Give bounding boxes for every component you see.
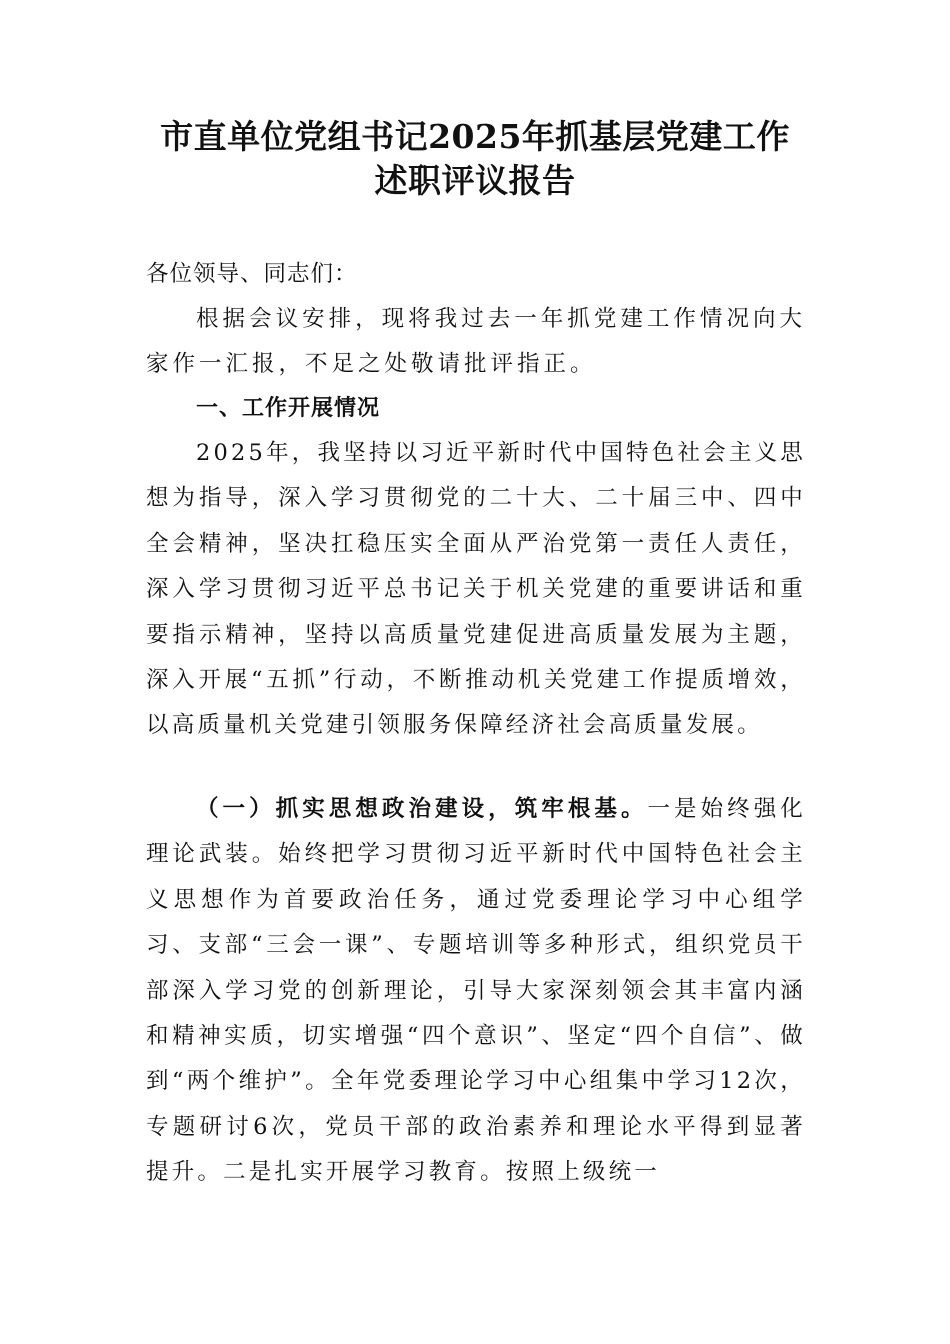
document-title-line-2: 述职评议报告 <box>374 161 576 200</box>
subsection1-text: 一是始终强化理论武装。始终把学习贯彻习近平新时代中国特色社会主义思想作为首要政治任务，通过党委理论学习中心组学习、支部“三会一课”、专题培训等多种形式，组织党员干部深入学习党的创新理论，引导大家深刻领会其丰富内涵和精神实质，切实增强“四个意识”、坚定“四个自信”、做到“两个维护”。全年党委理论学习中心组集中学习12次，专题研讨6次，党员干部的政治素养和理论水平得到显著提升。二是扎实开展学习教育。按照上级统一 <box>146 796 806 1186</box>
document-title-line-1: 市直单位党组书记2025年抓基层党建工作 <box>160 117 790 156</box>
intro-paragraph: 根据会议安排，现将我过去一年抓党建工作情况向大家作一汇报，不足之处敬请批评指正。 <box>146 306 806 378</box>
salutation: 各位领导、同志们： <box>146 261 358 287</box>
section-heading-work-progress: 一、工作开展情况 <box>196 396 381 421</box>
subsection1-paragraph <box>146 787 806 1196</box>
subsection1-lead: （一）抓实思想政治建设，筑牢根基。 <box>196 796 648 822</box>
section1-paragraph: 2025年，我坚持以习近平新时代中国特色社会主义思想为指导，深入学习贯彻党的二十大、二十届三中、四中全会精神，坚决扛稳压实全面从严治党第一责任人责任，深入学习贯彻习近平总书记关于机关党建的重要讲话和重要指示精神，坚持以高质量党建促进高质量发展为主题，深入开展“五抓”行动，不断推动机关党建工作提质增效，以高质量机关党建引领服务保障经济社会高质量发展。 <box>146 440 806 739</box>
